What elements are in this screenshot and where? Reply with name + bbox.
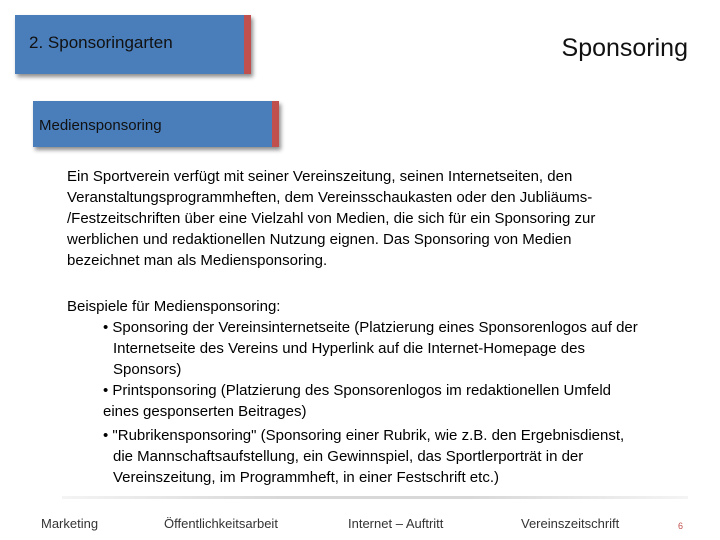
page-number: 6 bbox=[678, 521, 684, 531]
intro-line: /Festzeitschriften über eine Vielzahl von Medien, die sich für ein Sponsoring zur bbox=[67, 210, 596, 227]
intro-paragraph bbox=[67, 166, 667, 271]
bullet-first-line: • Sponsoring der Vereinsinternetseite (Platzierung eines Sponsorenlogos auf der bbox=[103, 319, 638, 336]
bullet-first-line: • Printsponsoring (Platzierung des Sponsorenlogos im redaktionellen Umfeld bbox=[103, 382, 612, 399]
bullet-continuation: Internetseite des Vereins und Hyperlink auf die Internet-Homepage des bbox=[113, 340, 585, 357]
bullet-item bbox=[103, 317, 703, 380]
footer-item-public-relations: Öffentlichkeitsarbeit bbox=[164, 516, 278, 531]
bullet-item bbox=[103, 425, 703, 488]
bullet-continuation: Sponsors) bbox=[113, 361, 182, 378]
footer-item-club-magazine: Vereinszeitschrift bbox=[521, 516, 620, 531]
intro-line: Ein Sportverein verfügt mit seiner Vereinszeitung, seinen Internetseiten, den bbox=[67, 168, 573, 185]
footer-item-internet: Internet – Auftritt bbox=[348, 516, 444, 531]
section-label: 2. Sponsoringarten bbox=[29, 33, 173, 52]
footer-item-marketing: Marketing bbox=[41, 516, 99, 531]
bullet-first-line: • "Rubrikensponsoring" (Sponsoring einer Rubrik, wie z.B. den Ergebnisdienst, bbox=[103, 427, 625, 444]
subheader-box bbox=[33, 101, 279, 147]
intro-line: werblichen und redaktionellen Nutzung eignen. Das Sponsoring von Medien bbox=[67, 231, 572, 248]
bullet-continuation: eines gesponserten Beitrages) bbox=[103, 403, 307, 420]
subheader-label: Mediensponsoring bbox=[39, 117, 162, 134]
section-accent-stripe bbox=[244, 15, 251, 74]
bullet-continuation: Vereinszeitung, im Programmheft, in einer Festschrift etc.) bbox=[113, 469, 499, 486]
footer-divider bbox=[62, 496, 688, 499]
slide-title: Sponsoring bbox=[561, 34, 688, 62]
intro-line: Veranstaltungsprogrammheften, dem Vereinsschaukasten oder den Jubliäums- bbox=[67, 189, 593, 206]
bullet-continuation: die Mannschaftsaufstellung, ein Gewinnspiel, das Sportlerporträt in der bbox=[113, 448, 584, 465]
examples-heading: Beispiele für Mediensponsoring: bbox=[67, 298, 281, 315]
intro-line: bezeichnet man als Mediensponsoring. bbox=[67, 252, 328, 269]
bullet-item bbox=[103, 380, 703, 422]
subheader-accent-stripe bbox=[272, 101, 279, 147]
section-label-box bbox=[15, 15, 251, 74]
